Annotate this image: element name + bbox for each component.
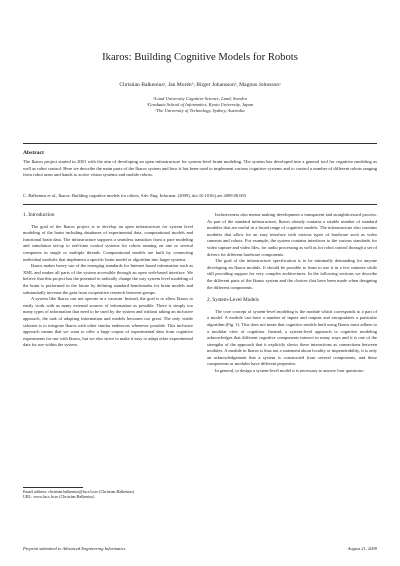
- paragraph: Ikaros makes heavy use of the emerging standards for Internet based information such as XML and makes all parts of the system accessible through an open web-based interface. We believe that this project has the potential to radically change the way system level modeling of the brain is performed in the future by defining standard benchmarks for brain models and substantially increase the gain from cooperative research between groups.: [23, 263, 193, 295]
- paragraph: In general, to design a system-level model it is necessary to answer four questions:: [215, 368, 364, 374]
- footnotes: [23, 489, 193, 500]
- paper-title: Ikaros: Building Cognitive Models for Robots: [102, 52, 298, 63]
- section-heading-introduction: 1. Introduction: [23, 212, 55, 218]
- paragraph: The goal of the infrastructure specification is to be minimally demanding for anyone developing an Ikaros module. It should be possible to learn to use it in a few minutes while still providing support for very complex architectures. In the following sections we describe the different parts of the Ikaros system and the choices that have been made when designing the different components.: [207, 258, 377, 290]
- paragraph: A system like Ikaros can not operate in a vacuum. Instead, the goal is to allow Ikaros to easily work with as many external sources of information as possible. There is simply too many types of information that need to be used by the system and without taking an inclusive approach, the task of adapting information and models becomes too great. The only viable solution is to integrate Ikaros with other similar endeavors whenever possible. This inclusive approach means that we want to offer a large corpus of experimental data from cognitive experiments for use with Ikaros, but we also strive to make it easy to adapt other experimental data for use within the system.: [23, 296, 193, 348]
- affiliation-kyoto: ᵇGraduate School of Informatics, Kyoto University, Japan: [146, 101, 254, 107]
- footer-date: August 21, 2009: [347, 546, 377, 551]
- footer-journal-note: Preprint submitted to Advanced Engineering Informatics: [23, 546, 126, 551]
- affiliation-sydney: ᶜThe University of Technology, Sydney, Australia: [155, 107, 245, 113]
- abstract-bottom-rule: [23, 204, 377, 205]
- abstract-top-rule: [23, 143, 377, 144]
- paragraph: The core concept of system-level modeling is the module which corresponds to a part of a model. A module can have a number of inputs and outputs and encapsulates a particular algorithm (Fig. 1). This does not mean that cognitive models built using Ikaros must adhere to a modular view of cognition. Instead, a system-level approach to cognitive modeling acknowledges that different cognitive components interact in many ways and it is one of the strengths of the approach that it explicitly shows these interactions as connections between modules. A module in Ikaros is thus not a statement about locality or impenetrability, it is only an acknowledgement that a system is constructed from several components, and these components or modules have different properties.: [207, 308, 377, 367]
- abstract-text: The Ikaros project started in 2001 with the aim of developing an open infrastructure for system-level brain modeling. The system has developed into a general tool for cognitive modeling as well as robot control. Here we describe the main parts of the Ikaros system and how it has been used to implement various cognitive systems and to control a number of different robots ranging from robot arms and hands to active vision systems and mobile robots.: [23, 159, 377, 177]
- author-list: Christian Balkeniusᵃ, Jan Morénᵇ, Birger Johanssonᵃ, Magnus Johnssonᵃ: [119, 82, 281, 88]
- paragraph: Inclusiveness also means making development a transparent and straightforward process. As part of the standard infrastructure, Ikaros already contains a sizable number of standard modules that are useful in a broad range of cognitive models. The infrastructure also contains modules that allow for an easy interface with various types of hardware such as video cameras and robots. For example, the system contains interfaces to the various standards for video capture and video files, for audio processing as well as for robot control through a set of drivers for different hardware components.: [207, 212, 377, 257]
- footnote-rule: [23, 487, 83, 488]
- section-heading-system-level-models: 2. System-Level Models: [207, 297, 259, 304]
- affiliation-lund: ᵃLund University Cognitive Science, Lund, Sweden: [153, 96, 247, 101]
- affiliations: [0, 96, 400, 113]
- footnote-url: URL: www.lucs.lu.se (Christian Balkenius): [23, 494, 95, 500]
- paragraph: The goal of the Ikaros project is to develop an open infrastructure for system level modeling of the brain including databases of experimental data, computational models and functional brain data. The infrastructure supports a seamless transition from a pure modeling and simulation set-up to real-time control systems for robots running on one or several computers in single or multiple threads. Computational models are built by connecting individual modules that implement a specific brain model or algorithm into larger systems.: [23, 223, 193, 262]
- left-column: [23, 212, 193, 349]
- footnote-email: Email address: christian.balkenius@lucs.lu.se (Christian Balkenius): [23, 489, 135, 494]
- abstract-heading: Abstract: [23, 150, 44, 156]
- right-column: [207, 212, 377, 375]
- citation-line: C. Balkenius et al., Ikaros: Building cognitive models for robots, Adv. Eng. Informat. (2009), doi:10.1016/j.aei.2009.08.003: [23, 193, 247, 198]
